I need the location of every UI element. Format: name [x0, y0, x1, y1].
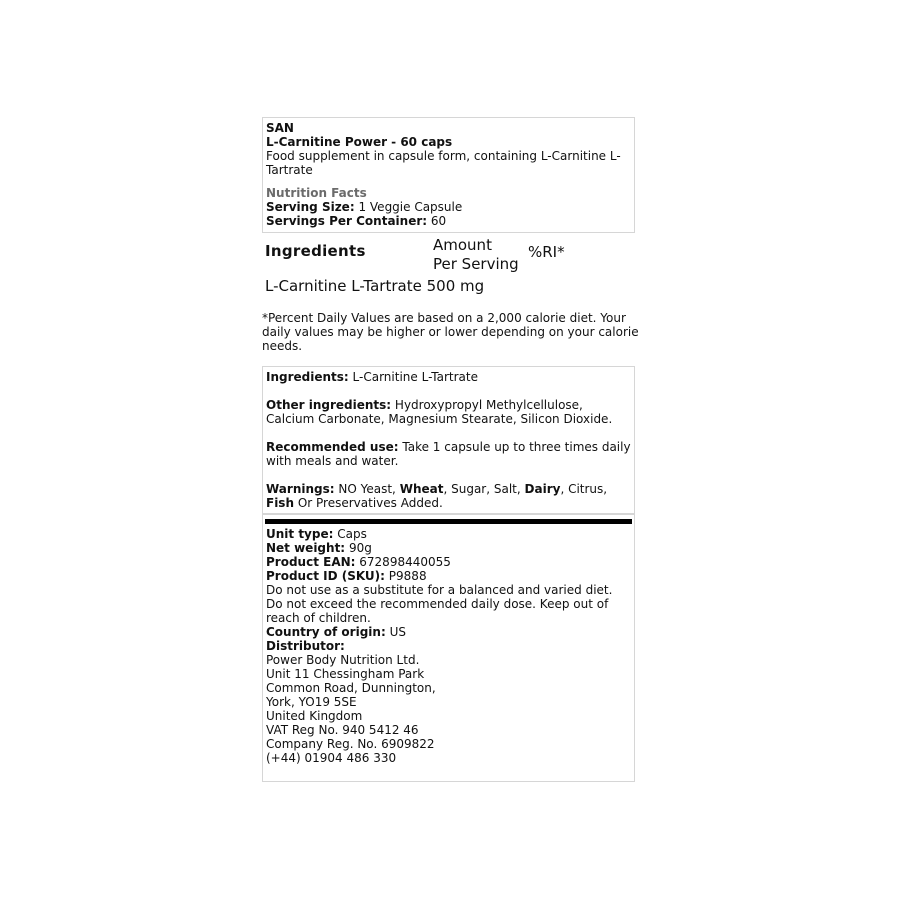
nutrition-facts-title: Nutrition Facts [266, 186, 367, 200]
distributor-label: Distributor: [266, 639, 345, 653]
distributor-line: Power Body Nutrition Ltd. [266, 653, 420, 667]
country-of-origin: Country of origin: US [266, 625, 406, 639]
unit-type: Unit type: Caps [266, 527, 367, 541]
warnings-line: Warnings: NO Yeast, Wheat, Sugar, Salt, Dairy, Citrus, Fish Or Preservatives Added. [266, 482, 608, 510]
recommended-use-line: Recommended use: Take 1 capsule up to three times daily with meals and water. [266, 440, 631, 468]
distributor-line: VAT Reg No. 940 5412 46 [266, 723, 419, 737]
product-ean: Product EAN: 672898440055 [266, 555, 451, 569]
product-header-box [262, 117, 635, 233]
distributor-line: Unit 11 Chessingham Park [266, 667, 425, 681]
distributor-line: Common Road, Dunnington, [266, 681, 436, 695]
column-header-ri: %RI* [528, 243, 565, 261]
distributor-line: Company Reg. No. 6909822 [266, 737, 435, 751]
product-sku: Product ID (SKU): P9888 [266, 569, 427, 583]
ingredient-amount: 500 mg [426, 277, 485, 295]
table-row [265, 279, 484, 293]
ingredient-name: L-Carnitine L-Tartrate [265, 277, 422, 295]
ingredients-line: Ingredients: L-Carnitine L-Tartrate [266, 370, 479, 384]
servings-per-container: Servings Per Container: 60 [266, 214, 447, 228]
ingredients-details-box [262, 366, 635, 514]
column-header-ingredients: Ingredients [265, 242, 366, 260]
product-info-box [262, 514, 635, 782]
brand-name: SAN [266, 121, 294, 135]
daily-values-footnote: *Percent Daily Values are based on a 2,000 calorie diet. Your daily values may be higher or lower depending on your calorie needs. [262, 311, 639, 353]
product-description: Food supplement in capsule form, containing L-Carnitine L-Tartrate [266, 149, 621, 177]
distributor-line: United Kingdom [266, 709, 363, 723]
distributor-line: York, YO19 5SE [266, 695, 357, 709]
divider [265, 519, 632, 524]
net-weight: Net weight: 90g [266, 541, 372, 555]
product-name: L-Carnitine Power - 60 caps [266, 135, 453, 149]
usage-advice: Do not use as a substitute for a balanced and varied diet. Do not exceed the recommended daily dose. Keep out of reach of children. [266, 583, 613, 625]
serving-size: Serving Size: 1 Veggie Capsule [266, 200, 463, 214]
other-ingredients-line: Other ingredients: Hydroxypropyl Methylcellulose, Calcium Carbonate, Magnesium Stearate, Silicon Dioxide. [266, 398, 613, 426]
column-header-amount: Amount Per Serving [433, 236, 519, 273]
distributor-line: (+44) 01904 486 330 [266, 751, 397, 765]
